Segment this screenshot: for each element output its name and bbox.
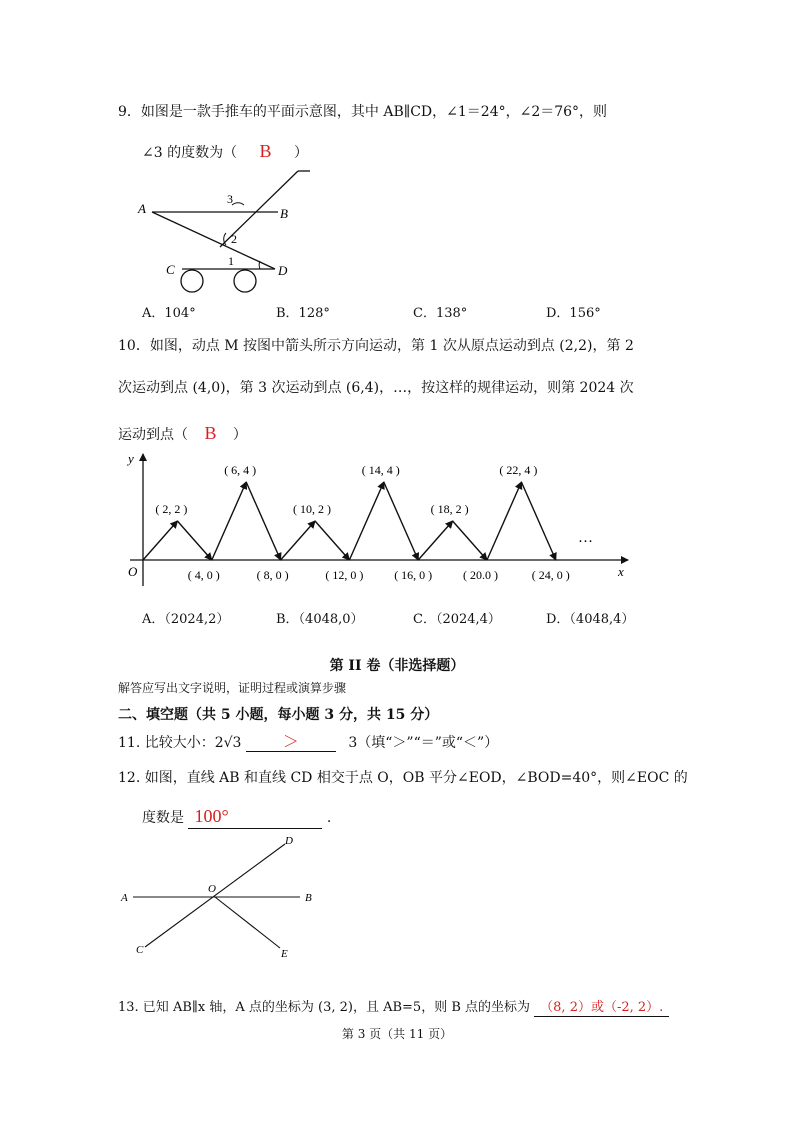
point-label-lower: ( 12, 0 ) bbox=[325, 568, 364, 582]
q13-line bbox=[118, 1000, 669, 1017]
point-label-lower: ( 8, 0 ) bbox=[256, 568, 289, 582]
q9-angle-2: 2 bbox=[231, 232, 237, 246]
q10-answer: B bbox=[204, 423, 217, 443]
point-label-upper: ( 2, 2 ) bbox=[155, 502, 188, 516]
motion-segment bbox=[177, 521, 211, 560]
motion-segment bbox=[453, 521, 487, 560]
q12-stem-line1: 12. 如图，直线 AB 和直线 CD 相交于点 O，OB 平分∠EOD，∠BOD=40°，则∠EOC 的 bbox=[118, 770, 688, 786]
motion-segment bbox=[384, 482, 418, 560]
motion-segment bbox=[281, 521, 315, 560]
q9-label-B: B bbox=[280, 206, 288, 221]
q9-angle-1: 1 bbox=[228, 254, 234, 268]
left-wheel bbox=[181, 270, 203, 292]
right-wheel bbox=[234, 270, 256, 292]
point-label-upper: ( 14, 4 ) bbox=[361, 463, 400, 477]
point-label-lower: ( 4, 0 ) bbox=[187, 568, 220, 582]
q10-stem-prefix: 运动到点（ bbox=[118, 427, 188, 443]
page-footer: 第 3 页（共 11 页） bbox=[341, 1027, 453, 1041]
q10-stem-line1: 10．如图，动点 M 按图中箭头所示方向运动，第 1 次从原点运动到点 (2,2)，第 2 bbox=[118, 338, 634, 354]
q9-label-C: C bbox=[166, 262, 175, 277]
q9-option-c: C．138° bbox=[413, 306, 468, 321]
q11-suffix: 3（填“＞”“＝”或“＜”） bbox=[348, 735, 499, 751]
section-heading: 二、填空题（共 5 小题，每小题 3 分，共 15 分） bbox=[118, 707, 439, 723]
q9-stem-line1: 9．如图是一款手推车的平面示意图，其中 AB∥CD，∠1＝24°，∠2＝76°，则 bbox=[118, 104, 608, 120]
q10-option-a: A．（2024,2） bbox=[142, 612, 230, 627]
motion-segment bbox=[521, 482, 555, 560]
point-label-upper: ( 6, 4 ) bbox=[224, 463, 257, 477]
x-axis-label: x bbox=[618, 564, 624, 579]
q10-option-d: D．（4048,4） bbox=[546, 612, 635, 627]
ellipsis: … bbox=[578, 530, 593, 546]
q10-option-c: C．（2024,4） bbox=[413, 612, 501, 627]
q12-label-A: A bbox=[121, 892, 128, 904]
point-label-upper: ( 10, 2 ) bbox=[293, 502, 331, 516]
q9-stem-prefix: ∠3 的度数为（ bbox=[142, 145, 238, 161]
point-label-lower: ( 16, 0 ) bbox=[394, 568, 433, 582]
zigzag-path bbox=[143, 482, 556, 560]
q9-stem-line2 bbox=[142, 141, 308, 163]
q10-stem-line3 bbox=[118, 423, 247, 445]
q9-cart-figure bbox=[130, 165, 320, 295]
q10-option-b: B．（4048,0） bbox=[276, 612, 364, 627]
motion-segment bbox=[246, 482, 280, 560]
point-label-upper: ( 22, 4 ) bbox=[499, 463, 538, 477]
q9-answer: B bbox=[259, 141, 272, 161]
motion-segment bbox=[349, 482, 383, 560]
q9-option-a: A．104° bbox=[142, 306, 196, 321]
q12-label-C: C bbox=[136, 944, 144, 956]
q11-prefix: 11. 比较大小：2√3 bbox=[118, 735, 242, 751]
motion-segment bbox=[418, 521, 452, 560]
q9-option-d: D．156° bbox=[546, 306, 601, 321]
motion-segment bbox=[315, 521, 349, 560]
motion-segment bbox=[487, 482, 521, 560]
q10-stem-suffix: ） bbox=[232, 427, 247, 443]
motion-segment bbox=[212, 482, 246, 560]
q9-stem-suffix: ） bbox=[294, 145, 309, 161]
section-title: 第 II 卷（非选择题） bbox=[329, 658, 465, 674]
point-label-lower: ( 24, 0 ) bbox=[531, 568, 570, 582]
q9-label-D: D bbox=[278, 263, 288, 278]
q13-answer: （8, 2）或（-2, 2）. bbox=[534, 1000, 669, 1017]
q12-answer: 100° bbox=[188, 806, 322, 829]
q12-stem-prefix: 度数是 bbox=[142, 810, 184, 826]
q12-label-D: D bbox=[285, 835, 293, 847]
q10-stem-line2: 次运动到点 (4,0)，第 3 次运动到点 (6,4)，…，按这样的规律运动，则第 2024 次 bbox=[118, 380, 634, 396]
motion-segment bbox=[143, 521, 177, 560]
point-label-upper: ( 18, 2 ) bbox=[430, 502, 469, 516]
point-label-lower: ( 20.0 ) bbox=[463, 568, 498, 582]
q12-lines-figure bbox=[115, 830, 325, 965]
q11-answer: ＞ bbox=[246, 732, 336, 752]
q9-angle-3: 3 bbox=[227, 192, 233, 206]
q9-option-b: B．128° bbox=[276, 306, 330, 321]
q12-stem-line2 bbox=[142, 806, 331, 829]
q9-label-A: A bbox=[138, 201, 146, 216]
q12-label-E: E bbox=[281, 948, 288, 960]
q12-label-B: B bbox=[305, 892, 312, 904]
q11-line bbox=[118, 732, 498, 752]
y-axis-label: y bbox=[128, 451, 134, 466]
section-note: 解答应写出文字说明，证明过程或演算步骤 bbox=[118, 681, 347, 695]
q12-stem-suffix: . bbox=[326, 810, 332, 826]
q10-zigzag-graph bbox=[110, 448, 640, 593]
origin-label: O bbox=[128, 564, 138, 579]
q13-prefix: 13. 已知 AB∥x 轴，A 点的坐标为 (3, 2)，且 AB=5，则 B 点的坐标为 bbox=[118, 1000, 531, 1015]
q12-label-O: O bbox=[208, 883, 216, 895]
